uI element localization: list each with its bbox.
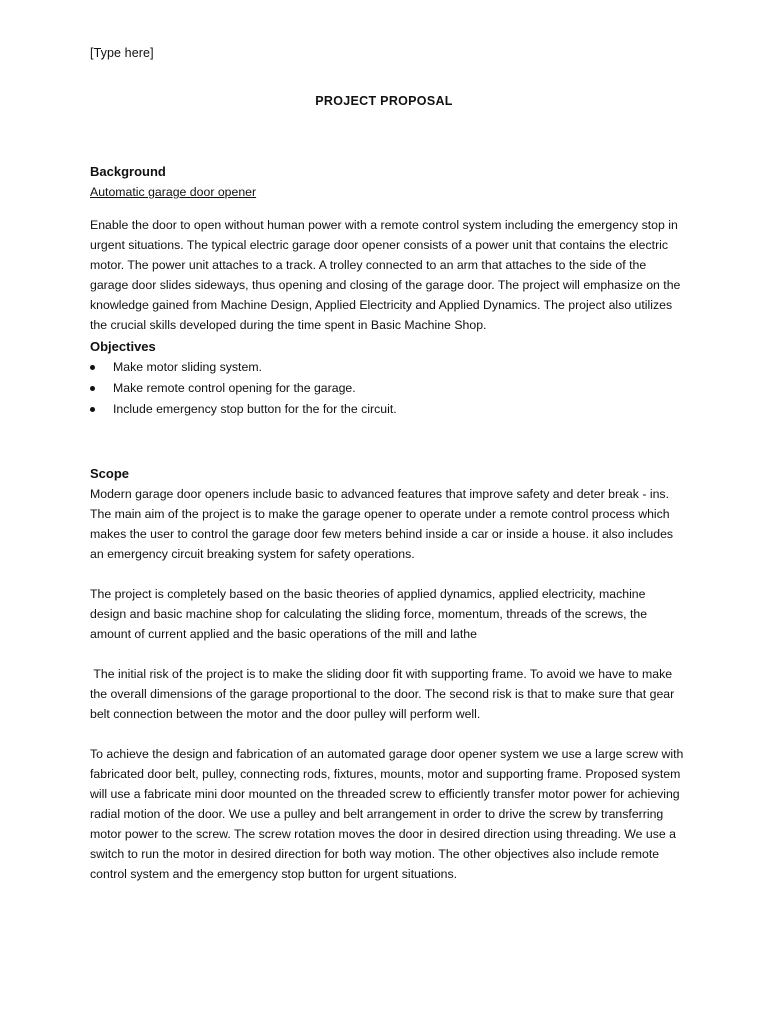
scope-heading: Scope (90, 466, 130, 481)
page-title: PROJECT PROPOSAL (315, 94, 453, 108)
list-item (90, 357, 690, 378)
bullet-icon (90, 386, 95, 391)
list-item (90, 378, 690, 399)
background-paragraph: Enable the door to open without human power with a remote control system including the emergency stop in urgent situations. The typical electric garage door opener consists of a power unit that contains the electric motor. The power unit attaches to a track. A trolley connected to an arm that attaches to the side of the garage door slides sideways, thus opening and closing of the garage door. The project will emphasize on the knowledge gained from Machine Design, Applied Electricity and Applied Dynamics. The project also utilizes the crucial skills developed during the time spent in Basic Machine Shop. (90, 218, 681, 332)
scope-paragraph-3-block (90, 664, 684, 724)
objectives-list (90, 357, 690, 420)
scope-section (90, 464, 684, 564)
objective-text: Make remote control opening for the garage. (113, 381, 356, 395)
scope-paragraph-3: The initial risk of the project is to make the sliding door fit with supporting frame. To avoid we have to make the overall dimensions of the garage proportional to the door. The second risk is that to make sure that gear belt connection between the motor and the door pulley will perform well. (90, 667, 678, 721)
bullet-icon (90, 365, 95, 370)
objective-text: Include emergency stop button for the for the circuit. (113, 402, 397, 416)
objective-text: Make motor sliding system. (113, 360, 262, 374)
scope-paragraph-2: The project is completely based on the basic theories of applied dynamics, applied electricity, machine design and basic machine shop for calculating the sliding force, momentum, threads of the screws, the amount of current applied and the basic operations of the mill and lathe (90, 587, 648, 641)
background-heading: Background (90, 164, 166, 179)
background-paragraph-block (90, 215, 682, 335)
background-section (90, 162, 690, 202)
scope-paragraph-4-block (90, 744, 684, 884)
scope-paragraph-2-block (90, 584, 684, 644)
bullet-icon (90, 407, 95, 412)
scope-paragraph-4: To achieve the design and fabrication of an automated garage door opener system we use a large screw with fabricated door belt, pulley, connecting rods, fixtures, mounts, motor and supporting frame. Proposed system will use a fabricate mini door mounted on the threaded screw to efficiently transfer motor power for achieving radial motion of the door. We use a pulley and belt arrangement in order to drive the screw by transferring motor power to the screw. The screw rotation moves the door in desired direction using threading. We use a switch to run the motor in desired direction for both way motion. The other objectives also include remote control system and the emergency stop button for urgent situations. (90, 747, 684, 881)
objectives-section (90, 337, 690, 420)
scope-paragraph-1: Modern garage door openers include basic to advanced features that improve safety and deter break - ins. The main aim of the project is to make the garage opener to operate under a remote control process which makes the user to control the garage door few meters behind inside a car or inside a house. it also includes an emergency circuit breaking system for safety operations. (90, 487, 674, 561)
objectives-heading: Objectives (90, 339, 156, 354)
list-item (90, 399, 690, 420)
background-subheading: Automatic garage door opener (90, 185, 257, 199)
header-placeholder: [Type here] (90, 46, 154, 60)
